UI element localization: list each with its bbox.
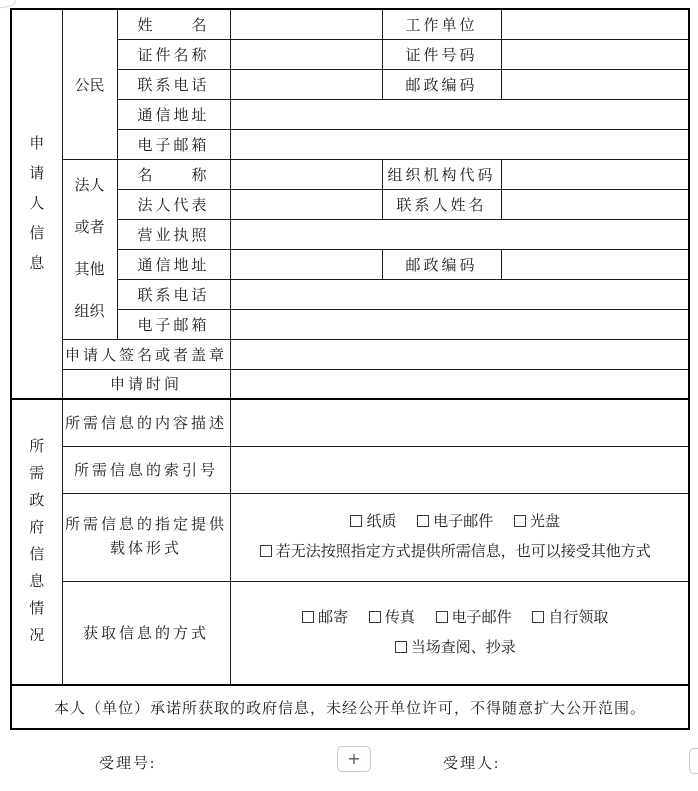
label-content-description: 所需信息的内容描述 <box>62 399 230 446</box>
group-legal-person: 法人或者其他组织 <box>62 159 117 339</box>
obtain-option-onsite[interactable]: 当场查阅、抄录 <box>395 633 516 663</box>
value-address[interactable] <box>230 99 689 129</box>
label-org-name: 名 称 <box>117 159 230 189</box>
label-license: 营业执照 <box>117 219 230 249</box>
acceptance-number-label: 受理号: <box>99 756 157 772</box>
value-email[interactable] <box>230 129 689 159</box>
label-postal: 邮政编码 <box>382 69 501 99</box>
checkbox-icon <box>260 545 272 557</box>
carrier-option-cd[interactable]: 光盘 <box>514 507 560 537</box>
value-org-phone[interactable] <box>230 279 689 309</box>
label-phone: 联系电话 <box>117 69 230 99</box>
label-apply-time: 申请时间 <box>62 369 230 399</box>
value-work-unit[interactable] <box>501 9 689 39</box>
value-contact-name[interactable] <box>501 189 689 219</box>
value-license[interactable] <box>230 219 689 249</box>
label-legal-rep: 法人代表 <box>117 189 230 219</box>
label-index-number: 所需信息的索引号 <box>62 446 230 493</box>
obtain-options-line2 <box>240 633 689 663</box>
value-content-description[interactable] <box>230 399 689 446</box>
promise-statement: 本人（单位）承诺所获取的政府信息，未经公开单位许可，不得随意扩大公开范围。 <box>11 685 689 729</box>
checkbox-icon <box>395 641 407 653</box>
label-org-phone: 联系电话 <box>117 279 230 309</box>
partial-plus-button[interactable] <box>689 748 698 774</box>
checkbox-icon <box>436 611 448 623</box>
value-org-postal[interactable] <box>501 249 689 279</box>
request-form-table <box>10 8 690 730</box>
obtain-option-email[interactable]: 电子邮件 <box>436 603 512 633</box>
label-cert-name: 证件名称 <box>117 39 230 69</box>
obtain-option-fax[interactable]: 传真 <box>369 603 415 633</box>
checkbox-icon <box>369 611 381 623</box>
value-cert-number[interactable] <box>501 39 689 69</box>
value-org-email[interactable] <box>230 309 689 339</box>
label-obtain-method: 获取信息的方式 <box>62 581 230 685</box>
label-org-address: 通信地址 <box>117 249 230 279</box>
label-carrier-form-line1: 所需信息的指定提供 <box>64 517 227 533</box>
checkbox-icon <box>350 515 362 527</box>
value-cert-name[interactable] <box>230 39 382 69</box>
carrier-option-email[interactable]: 电子邮件 <box>417 507 493 537</box>
label-carrier-form <box>62 493 230 581</box>
value-signature[interactable] <box>230 339 689 369</box>
label-org-code: 组织机构代码 <box>382 159 501 189</box>
label-carrier-form-line2: 载体形式 <box>109 541 182 557</box>
obtain-options-cell <box>230 581 689 685</box>
label-name: 姓 名 <box>117 9 230 39</box>
label-org-postal: 邮政编码 <box>382 249 501 279</box>
obtain-options-line1 <box>240 603 689 633</box>
section-requested-info: 所需政府信息情况 <box>11 399 62 685</box>
value-name[interactable] <box>230 9 382 39</box>
checkbox-icon <box>417 515 429 527</box>
label-work-unit: 工作单位 <box>382 9 501 39</box>
value-legal-rep[interactable] <box>230 189 382 219</box>
label-email: 电子邮箱 <box>117 129 230 159</box>
plus-button[interactable]: + <box>337 746 371 772</box>
checkbox-icon <box>532 611 544 623</box>
value-apply-time[interactable] <box>230 369 689 399</box>
checkbox-icon <box>514 515 526 527</box>
checkbox-icon <box>302 611 314 623</box>
label-contact-name: 联系人姓名 <box>382 189 501 219</box>
label-org-email: 电子邮箱 <box>117 309 230 339</box>
group-citizen: 公民 <box>62 9 117 159</box>
section-applicant-info: 申请人信息 <box>11 9 62 399</box>
value-org-address[interactable] <box>230 249 382 279</box>
carrier-options-cell <box>230 493 689 581</box>
obtain-option-mail[interactable]: 邮寄 <box>302 603 348 633</box>
value-org-code[interactable] <box>501 159 689 189</box>
label-cert-number: 证件号码 <box>382 39 501 69</box>
value-index-number[interactable] <box>230 446 689 493</box>
value-phone[interactable] <box>230 69 382 99</box>
carrier-options-line1 <box>240 507 689 537</box>
value-org-name[interactable] <box>230 159 382 189</box>
carrier-options-line2 <box>240 537 689 567</box>
label-address: 通信地址 <box>117 99 230 129</box>
label-signature: 申请人签名或者盖章 <box>62 339 230 369</box>
value-postal[interactable] <box>501 69 689 99</box>
carrier-option-paper[interactable]: 纸质 <box>350 507 396 537</box>
acceptance-person-label: 受理人: <box>443 756 501 772</box>
obtain-option-self-pickup[interactable]: 自行领取 <box>532 603 608 633</box>
carrier-option-fallback[interactable]: 若无法按照指定方式提供所需信息，也可以接受其他方式 <box>260 537 651 567</box>
